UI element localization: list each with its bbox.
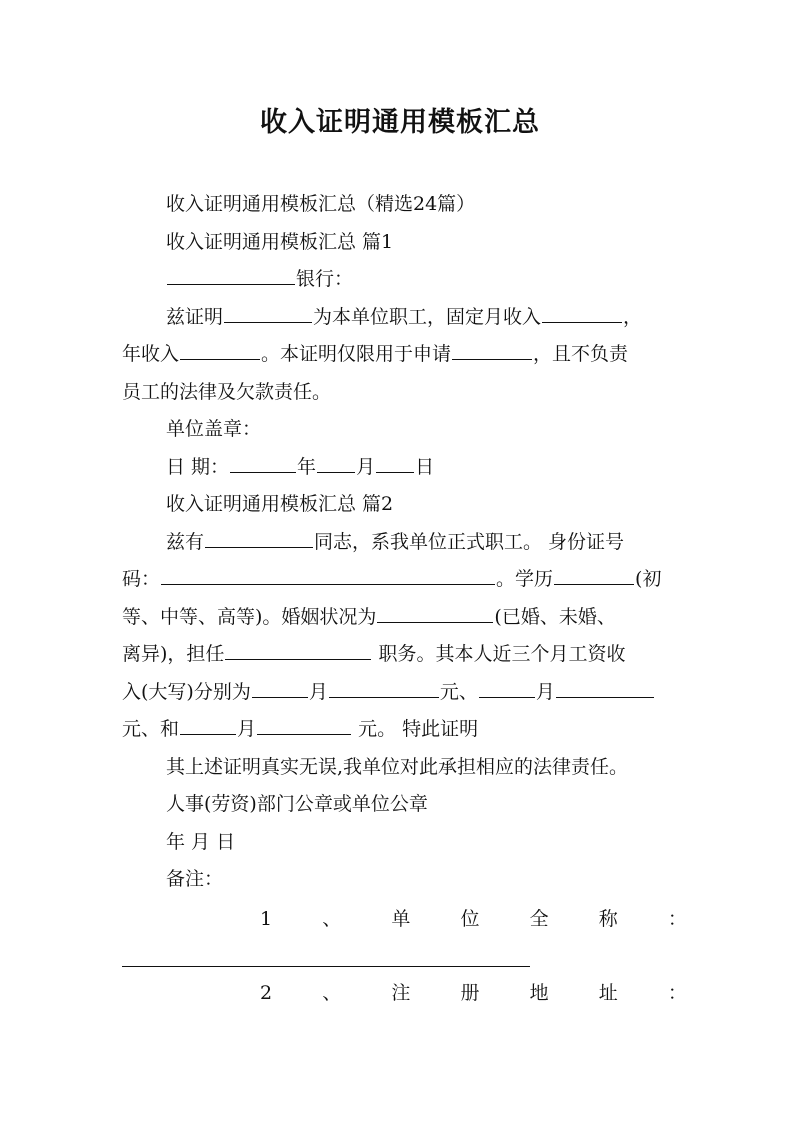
item2-char: 地 [529,982,549,1004]
item2-char: 册 [460,982,480,1004]
text-segment: ， [623,305,643,328]
remark-line: 备注： [166,868,224,890]
item2-char: 、 [322,982,342,1004]
text-segment: 年 [297,455,317,478]
text-segment: ，且不负责 [533,343,629,365]
text-segment: 元、和 [122,718,180,740]
s2-line-6 [122,711,687,749]
text-segment: 兹有 [166,530,205,553]
item1-char: ： [667,907,687,930]
monthly-income-blank [542,321,622,323]
education-blank [554,583,634,585]
hr-seal-line: 人事(劳资)部门公章或单位公章 [166,793,428,815]
text-segment: 入(大写)分别为 [122,680,251,703]
text-segment: 为本单位职工，固定月收入 [313,305,542,328]
year-blank [230,471,296,473]
item1-char: 全 [529,907,549,930]
day-blank [376,471,414,473]
text-segment: 职务。其本人近三个月工资收 [372,643,626,665]
amount2-blank [556,696,654,698]
text-segment: (已婚、未婚、 [494,605,616,628]
item2-char: 址 [598,982,618,1004]
item2-line [122,975,687,1013]
item1-char: 1 [260,907,273,930]
item2-char: 2 [260,982,273,1004]
text-segment: 日 [415,455,435,478]
document-title: 收入证明通用模板汇总 [260,107,540,138]
month3-blank [180,733,236,735]
amount1-blank [329,696,439,698]
text-segment: 月 [356,455,376,478]
text-segment: 月 [308,680,328,703]
subtitle: 收入证明通用模板汇总（精选24篇） [166,193,476,215]
s2-line-1 [122,524,687,562]
text-segment: 兹证明 [166,305,224,328]
statement-line: 其上述证明真实无误,我单位对此承担相应的法律责任。 [166,755,629,778]
ymd-line: 年 月 日 [166,830,236,853]
position-blank [225,658,371,660]
text-segment: 月 [535,680,555,703]
unit-name-rule [122,966,530,967]
s2-line-4 [122,636,687,674]
marital-status-blank [377,621,493,623]
text-segment: (初 [635,568,662,590]
text-segment: 。学历 [496,568,554,590]
text-segment: 等、中等、高等)。婚姻状况为 [122,605,377,628]
text-segment: 码： [122,568,161,590]
bank-line [122,261,687,299]
employee-name-blank [224,321,312,323]
document-body [122,186,687,1013]
amount3-blank [257,733,351,735]
item1-line [122,901,687,939]
purpose-blank [452,358,532,360]
seal-line: 单位盖章： [166,418,262,440]
item2-char: ： [667,982,687,1004]
s2-line-5 [122,674,687,712]
annual-income-blank [180,358,260,360]
text-segment: 同志，系我单位正式职工。 身份证号 [314,530,625,553]
id-number-blank [161,583,495,585]
s2-line-2 [122,561,687,599]
text-segment: 月 [237,718,257,740]
item1-char: 、 [322,907,342,930]
name-blank [205,546,313,548]
section1-heading: 收入证明通用模板汇总 篇1 [166,230,394,253]
certify-line-3: 员工的法律及欠款责任。 [122,380,332,403]
text-segment: 离异)，担任 [122,643,225,665]
date-line [122,449,687,487]
text-segment: 。本证明仅限用于申请 [261,343,452,365]
text-segment: 元。 特此证明 [352,718,479,740]
item2-char: 注 [391,982,411,1004]
s2-line-3 [122,599,687,637]
month2-blank [479,696,535,698]
month1-blank [252,696,308,698]
bank-name-blank [167,283,295,285]
bank-label: 银行： [296,268,354,290]
month-blank [317,471,355,473]
certify-line-1 [122,299,687,337]
item1-char: 称 [598,907,618,930]
text-segment: 日 期： [166,455,230,478]
spacer [122,938,687,975]
item1-char: 位 [460,907,480,930]
item1-char: 单 [391,907,411,930]
section2-heading: 收入证明通用模板汇总 篇2 [166,493,394,515]
certify-line-2 [122,336,687,374]
text-segment: 元、 [439,680,478,703]
text-segment: 年收入 [122,343,180,365]
